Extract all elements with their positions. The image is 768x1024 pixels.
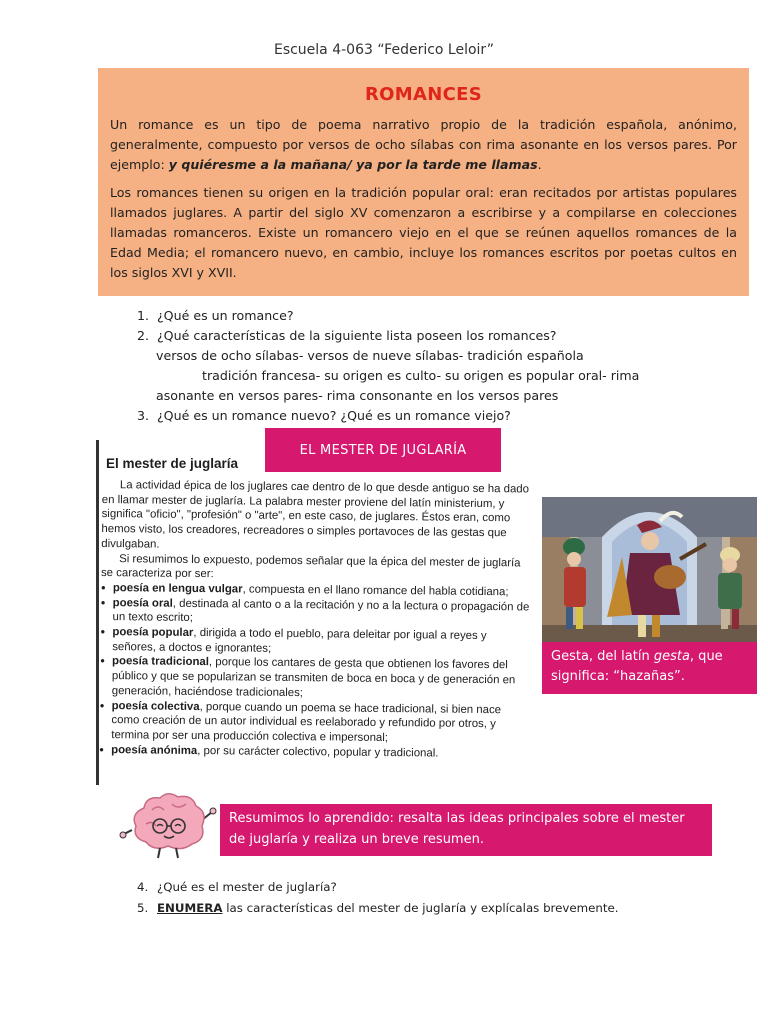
enumera-keyword: ENUMERA bbox=[157, 901, 223, 915]
scan-body bbox=[99, 478, 532, 762]
scan-item: ● poesía anónima, por su carácter colectivo, popular y tradicional. bbox=[99, 743, 529, 762]
painting-illustration bbox=[542, 497, 757, 642]
question-list-1 bbox=[137, 306, 662, 426]
characteristics-choices: versos de ocho sílabas- versos de nueve sílabas- tradición española tradición francesa- su origen es culto- su origen es popular oral- rima asonante en versos pares- rima consonante en los versos pares bbox=[156, 348, 640, 403]
scan-item: ● poesía colectiva, porque cuando un poema se hace tradicional, si bien nace como creación de un autor individual es reelaborado y refundido por otros, y termina por ser una producción colectiva e impersonal; bbox=[99, 699, 529, 748]
scan-title: El mester de juglaría bbox=[106, 456, 239, 471]
question-4: 4. ¿Qué es el mester de juglaría? bbox=[137, 880, 337, 894]
question-5: 5. ENUMERA las características del mester de juglaría y explícalas brevemente. bbox=[137, 901, 619, 915]
scanned-text-mester bbox=[96, 440, 536, 785]
brain-with-glasses-icon bbox=[116, 790, 224, 862]
mester-heading-box: EL MESTER DE JUGLARÍA bbox=[265, 428, 501, 472]
question-2: 2. ¿Qué características de la siguiente lista poseen los romances? bbox=[137, 328, 557, 343]
romances-paragraph-2: Los romances tienen su origen en la tradición popular oral: eran recitados por artistas populares llamados juglares. A partir del siglo XV comenzaron a escribirse y a compilarse en colecciones llamadas romanceros. Existe un romancero viejo en el que se reúnen aquellos romances de la Edad Media; el romancero nuevo, en cambio, incluye los romances escritos por poetas cultos en los siglos XVI y XVII. bbox=[110, 185, 737, 280]
scan-intro: La actividad épica de los juglares cae dentro de lo que desde antiguo se ha dado en llamar mester de juglaría. La palabra mester proviene del latín ministerium, y significa "oficio", "profesión" o "arte", en este caso, de juglares. Éstos eran, como hemos visto, los creadores, recreadores o simples portavoces de las gestas que divulgaban. bbox=[101, 479, 530, 551]
romance-example: y quiéresme a la mañana/ ya por la tarde me llamas bbox=[168, 157, 538, 172]
question-3: 3. ¿Qué es un romance nuevo? ¿Qué es un romance viejo? bbox=[137, 408, 511, 423]
romances-box bbox=[98, 68, 749, 296]
romances-title: ROMANCES bbox=[365, 84, 482, 105]
romances-paragraph-1: Un romance es un tipo de poema narrativo propio de la tradición española, anónimo, generalmente, compuesto por versos de ocho sílabas con rima asonante en los versos pares. Por ejemplo: y quiéresme a la mañana/ ya por la tarde me llamas. bbox=[110, 117, 737, 172]
scan-item: ● poesía popular, dirigida a todo el pueblo, para deleitar por igual a reyes y señores, a doctos e ignorantes; bbox=[100, 625, 530, 659]
school-header: Escuela 4-063 “Federico Leloir” bbox=[273, 42, 495, 58]
scan-item: ● poesía tradicional, porque los cantares de gesta que obtienen los favores del público y que se popularizan se transmiten de boca en boca y de generación en generación, haciéndose tradicionales; bbox=[100, 654, 530, 703]
gesta-caption: Gesta, del latín gesta, que significa: “hazañas”. bbox=[542, 642, 757, 694]
scan-characteristics bbox=[99, 581, 531, 762]
juglares-painting bbox=[542, 497, 757, 642]
scan-item: ● poesía oral, destinada al canto o a la recitación y no a la lectura o propagación de un texto escrito; bbox=[100, 596, 530, 630]
gesta-word: gesta bbox=[653, 649, 690, 664]
summary-box: Resumimos lo aprendido: resalta las ideas principales sobre el mester de juglaría y realiza un breve resumen. bbox=[220, 804, 712, 856]
scan-item: ● poesía en lengua vulgar, compuesta en el llano romance del habla cotidiana; bbox=[101, 581, 531, 600]
question-list-2 bbox=[137, 877, 697, 919]
scan-summary: Si resumimos lo expuesto, podemos señalar que la épica del mester de juglaría se caracteriza por ser: bbox=[100, 552, 521, 581]
question-1: 1. ¿Qué es un romance? bbox=[137, 308, 294, 323]
